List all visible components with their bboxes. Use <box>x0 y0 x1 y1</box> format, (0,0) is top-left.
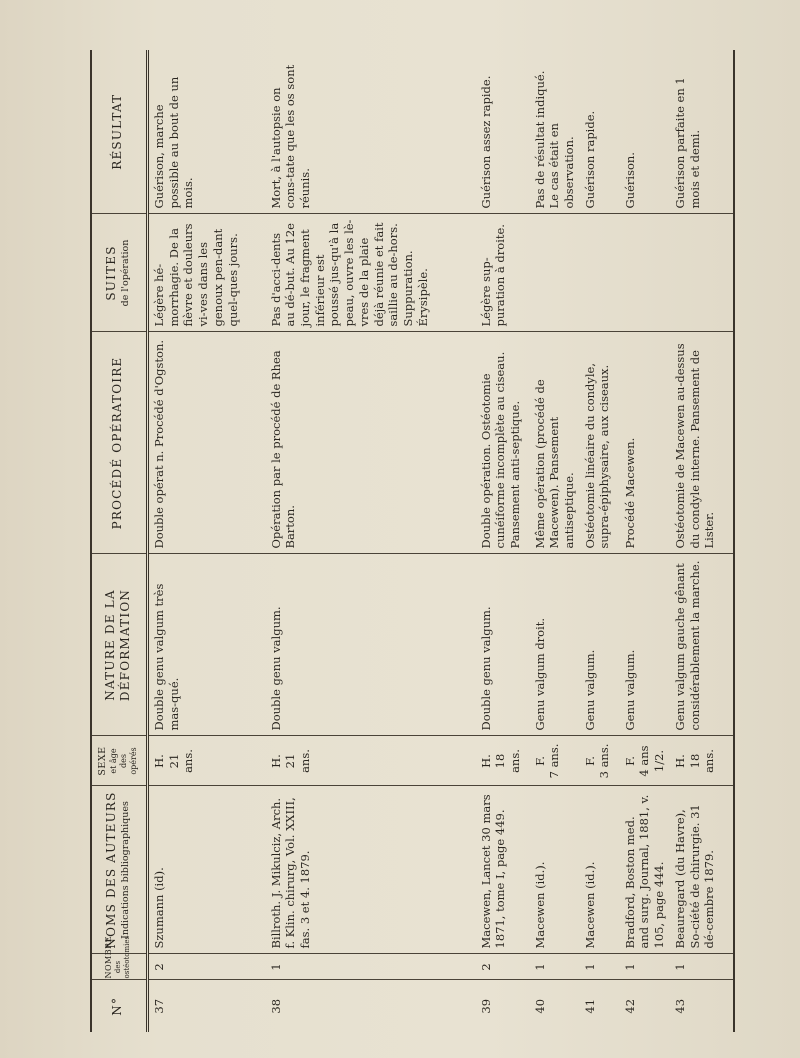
cell-num: 37 <box>152 998 166 1014</box>
cell-age: 18 ans. <box>493 749 522 773</box>
table-row <box>530 50 580 1032</box>
header-suites <box>90 214 148 332</box>
cell-nombre: 1 <box>580 954 620 980</box>
cell-num: 39 <box>478 998 493 1014</box>
cell-sexe-age <box>620 736 670 786</box>
cell-suites <box>530 214 580 332</box>
header-sexe-label: SEXE <box>96 746 108 776</box>
header-nature <box>90 554 148 736</box>
cell-num: 43 <box>670 980 734 1032</box>
cell-procede: Procédé Macewen. <box>620 332 670 554</box>
cell-nombre: 1 <box>266 954 476 980</box>
cell-suites: Pas d'acci-dents au dé-but. Au 12e jour, le fragment inférieur est poussé jus-qu'à la peau, ouvre les lè-vres de la plaie déjà réunie et fait saillie au de-hors. Suppuration. Érysipèle. <box>266 214 476 332</box>
cell-nature: Genu valgum droit. <box>530 554 580 736</box>
table-row <box>476 50 530 1032</box>
cell-resultat: Pas de résultat indiqué. Le cas était en observation. <box>530 50 580 214</box>
table-row <box>148 50 266 1032</box>
header-sexe-sub: et âge des opérés <box>108 747 139 775</box>
header-sexe <box>90 736 148 786</box>
header-procede <box>90 332 148 554</box>
cell-sexe: F. <box>532 756 547 766</box>
cell-procede: Double opérat n. Procédé d'Ogston. <box>148 332 266 554</box>
cell-age: 21 ans. <box>283 749 312 773</box>
rotated-table-page <box>90 50 735 1032</box>
cell-sexe-age <box>266 736 476 786</box>
cell-procede: Double opération. Ostéotomie cunéiforme incomplète au ciseau. Pansement anti-septique. <box>476 332 530 554</box>
cell-age: 4 ans 1/2. <box>637 745 667 777</box>
cell-nature: Double genu valgum très mas-qué. <box>148 554 266 736</box>
cell-nature: Double genu valgum. <box>476 554 530 736</box>
cell-nombre: 1 <box>670 954 734 980</box>
cell-nombre: 2 <box>148 954 266 980</box>
cell-age: 7 ans. <box>547 743 562 779</box>
table-row <box>266 50 476 1032</box>
cell-resultat: Guérison. <box>620 50 670 214</box>
header-resultat-label: RÉSULTAT <box>110 93 125 170</box>
cell-num: 40 <box>532 998 547 1014</box>
cell-sexe-age <box>670 736 734 786</box>
cell-sexe-age <box>530 736 580 786</box>
cell-sexe: H. <box>268 754 283 768</box>
cell-resultat: Guérison, marche possible au bout de un mois. <box>148 50 266 214</box>
header-nature-label: NATURE DE LA DÉFORMATION <box>102 588 132 702</box>
cell-nombre: 1 <box>530 954 580 980</box>
cell-procede: Ostéotomie de Macewen au-dessus du condyle interne. Pansement de Lister. <box>670 332 734 554</box>
cell-suites <box>670 214 734 332</box>
cell-auteur: Macewen (id.). <box>580 786 620 954</box>
table-row <box>580 50 620 1032</box>
header-resultat <box>90 50 148 214</box>
cell-nature: Double genu valgum. <box>266 554 476 736</box>
cell-resultat: Guérison assez rapide. <box>476 50 530 214</box>
header-procede-label: PROCÉDÉ OPÉRATOIRE <box>110 356 125 530</box>
cell-sexe: F. <box>622 756 637 766</box>
header-nombre-label: NOMBRE <box>103 936 113 979</box>
header-auteurs-sub: Indications bibliographiques <box>119 801 131 939</box>
header-num-label: N° <box>110 996 125 1016</box>
table-body <box>148 50 735 1032</box>
header-nombre-sub: des ostéotomies <box>114 935 132 979</box>
cell-resultat: Mort, à l'autopsie on cons-tate que les os sont réunis. <box>266 50 476 214</box>
cell-num: 42 <box>622 998 637 1014</box>
cell-auteur: Macewen, Lancet 30 mars 1871, tome I, page 449. <box>476 786 530 954</box>
cell-sexe: H. <box>478 754 493 768</box>
cell-num: 41 <box>582 998 597 1014</box>
cell-nature: Genu valgum. <box>620 554 670 736</box>
cell-sexe-age <box>580 736 620 786</box>
osteotomy-cases-table <box>90 50 735 1032</box>
cell-sexe-age <box>476 736 530 786</box>
cell-nombre: 2 <box>476 954 530 980</box>
cell-sexe: F. <box>582 756 597 766</box>
cell-auteur: Macewen (id.). <box>530 786 580 954</box>
table-row <box>620 50 670 1032</box>
cell-resultat: Guérison parfaite en 1 mois et demi. <box>670 50 734 214</box>
cell-suites: Légère sup-puration à droite. <box>476 214 530 332</box>
cell-resultat: Guérison rapide. <box>580 50 620 214</box>
cell-suites <box>620 214 670 332</box>
cell-sexe: H. <box>152 754 166 768</box>
header-auteurs <box>90 786 148 954</box>
cell-auteur: Beauregard (du Havre), So-ciété de chirurgie. 31 dé-cembre 1879. <box>670 786 734 954</box>
cell-sexe: H. <box>672 754 687 768</box>
cell-nature: Genu valgum. <box>580 554 620 736</box>
cell-sexe-age <box>148 736 266 786</box>
cell-suites <box>580 214 620 332</box>
cell-procede: Ostéotomie linéaire du condyle, supra-épiphysaire, aux ciseaux. <box>580 332 620 554</box>
cell-auteur: Bradford, Boston med. and surg. Journal, 1881, v. 105, page 444. <box>620 786 670 954</box>
cell-nature: Genu valgum gauche gênant considérablement la marche. <box>670 554 734 736</box>
cell-nombre: 1 <box>620 954 670 980</box>
cell-auteur: Szumann (id). <box>148 786 266 954</box>
header-suites-sub: de l'opération <box>119 239 131 307</box>
header-nombre <box>90 935 148 980</box>
cell-auteur: Billroth. J. Mikulciz, Arch. f. Klin. chirurg, Vol. XXIII, fas. 3 et 4. 1879. <box>266 786 476 954</box>
cell-age: 3 ans. <box>597 743 612 779</box>
table-header <box>90 50 148 1032</box>
cell-age: 21 ans. <box>166 749 196 773</box>
cell-suites: Légère hé-morrhagie. De la fièvre et douleurs vi-ves dans les genoux pen-dant quel-ques jours. <box>148 214 266 332</box>
cell-num: 38 <box>268 998 283 1014</box>
cell-procede: Même opération (procédé de Macewen). Pansement antiseptique. <box>530 332 580 554</box>
header-auteurs-label: NOMS DES AUTEURS <box>104 791 119 949</box>
cell-age: 18 ans. <box>687 749 717 773</box>
header-suites-label: SUITES <box>104 245 119 301</box>
table-row <box>670 50 734 1032</box>
cell-procede: Opération par le procédé de Rhea Barton. <box>266 332 476 554</box>
header-num <box>90 980 148 1032</box>
